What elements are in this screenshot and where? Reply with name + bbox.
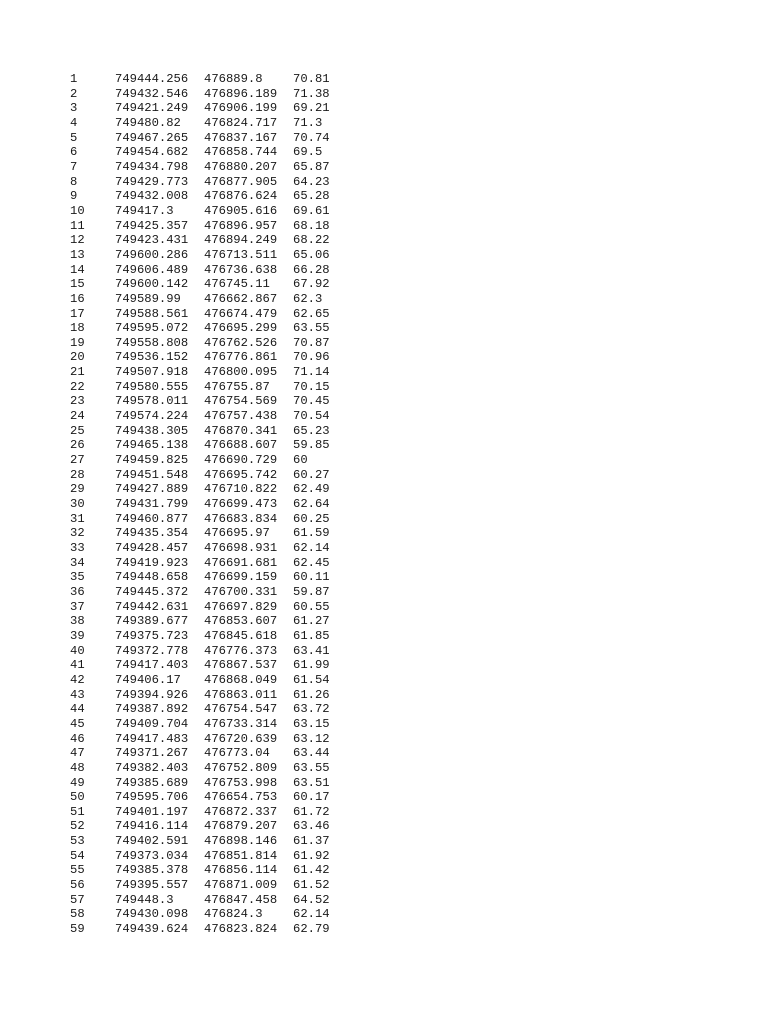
point-id-cell: 6 xyxy=(70,145,78,160)
table-row xyxy=(70,834,353,849)
point-id-cell: 57 xyxy=(70,892,85,907)
y-coordinate-cell: 476674.479 xyxy=(204,306,278,321)
y-coordinate-cell: 476871.009 xyxy=(204,878,278,893)
elevation-cell: 60.55 xyxy=(293,599,330,614)
table-row xyxy=(70,849,353,864)
table-row xyxy=(70,644,353,659)
point-id-cell: 58 xyxy=(70,907,85,922)
point-id-cell: 52 xyxy=(70,819,85,834)
y-coordinate-cell: 476906.199 xyxy=(204,101,278,116)
y-coordinate-cell: 476699.159 xyxy=(204,570,278,585)
table-row xyxy=(70,702,353,717)
point-id-cell: 38 xyxy=(70,614,85,629)
y-coordinate-cell: 476858.744 xyxy=(204,145,278,160)
point-id-cell: 44 xyxy=(70,702,85,717)
elevation-cell: 63.72 xyxy=(293,702,330,717)
point-id-cell: 12 xyxy=(70,233,85,248)
elevation-cell: 63.55 xyxy=(293,321,330,336)
x-coordinate-cell: 749406.17 xyxy=(115,672,181,687)
y-coordinate-cell: 476733.314 xyxy=(204,716,278,731)
table-row xyxy=(70,350,353,365)
coordinate-table-body xyxy=(70,72,353,937)
point-id-cell: 27 xyxy=(70,453,85,468)
y-coordinate-cell: 476699.473 xyxy=(204,497,278,512)
y-coordinate-cell: 476896.189 xyxy=(204,86,278,101)
x-coordinate-cell: 749434.798 xyxy=(115,159,189,174)
x-coordinate-cell: 749606.489 xyxy=(115,262,189,277)
x-coordinate-cell: 749589.99 xyxy=(115,291,181,306)
table-row xyxy=(70,72,353,87)
x-coordinate-cell: 749430.098 xyxy=(115,907,189,922)
elevation-cell: 60.11 xyxy=(293,570,330,585)
elevation-cell: 61.54 xyxy=(293,672,330,687)
y-coordinate-cell: 476853.607 xyxy=(204,614,278,629)
x-coordinate-cell: 749465.138 xyxy=(115,438,189,453)
y-coordinate-cell: 476845.618 xyxy=(204,628,278,643)
elevation-cell: 62.14 xyxy=(293,541,330,555)
table-row xyxy=(70,409,353,424)
table-row xyxy=(70,585,353,600)
table-row xyxy=(70,248,353,263)
point-id-cell: 2 xyxy=(70,86,78,101)
elevation-cell: 65.06 xyxy=(293,247,330,262)
elevation-cell: 68.22 xyxy=(293,233,330,248)
x-coordinate-cell: 749429.773 xyxy=(115,174,189,189)
table-row xyxy=(70,863,353,878)
x-coordinate-cell: 749454.682 xyxy=(115,145,189,160)
point-id-cell: 33 xyxy=(70,541,85,555)
table-row xyxy=(70,87,353,102)
elevation-cell: 60.25 xyxy=(293,511,330,526)
elevation-cell: 62.49 xyxy=(293,482,330,497)
table-row xyxy=(70,673,353,688)
point-id-cell: 3 xyxy=(70,101,78,116)
table-row xyxy=(70,512,353,527)
point-id-cell: 16 xyxy=(70,291,85,306)
y-coordinate-cell: 476736.638 xyxy=(204,262,278,277)
x-coordinate-cell: 749409.704 xyxy=(115,716,189,731)
elevation-cell: 68.18 xyxy=(293,218,330,233)
point-id-cell: 29 xyxy=(70,482,85,497)
table-row xyxy=(70,189,353,204)
elevation-cell: 63.46 xyxy=(293,819,330,834)
x-coordinate-cell: 749402.591 xyxy=(115,834,189,849)
point-id-cell: 1 xyxy=(70,72,78,86)
y-coordinate-cell: 476691.681 xyxy=(204,555,278,570)
elevation-cell: 61.92 xyxy=(293,848,330,863)
y-coordinate-cell: 476757.438 xyxy=(204,409,278,424)
y-coordinate-cell: 476752.809 xyxy=(204,760,278,775)
y-coordinate-cell: 476654.753 xyxy=(204,790,278,805)
table-row xyxy=(70,307,353,322)
point-id-cell: 34 xyxy=(70,555,85,570)
x-coordinate-cell: 749373.034 xyxy=(115,848,189,863)
elevation-cell: 64.23 xyxy=(293,174,330,189)
elevation-cell: 62.3 xyxy=(293,291,323,306)
elevation-cell: 65.87 xyxy=(293,159,330,174)
y-coordinate-cell: 476720.639 xyxy=(204,731,278,746)
elevation-cell: 66.28 xyxy=(293,262,330,277)
x-coordinate-cell: 749442.631 xyxy=(115,599,189,614)
table-row xyxy=(70,746,353,761)
table-row xyxy=(70,263,353,278)
point-id-cell: 28 xyxy=(70,467,85,482)
elevation-cell: 63.41 xyxy=(293,643,330,658)
x-coordinate-cell: 749427.889 xyxy=(115,482,189,497)
y-coordinate-cell: 476773.04 xyxy=(204,746,270,761)
elevation-cell: 64.52 xyxy=(293,892,330,907)
y-coordinate-cell: 476762.526 xyxy=(204,335,278,350)
elevation-cell: 61.99 xyxy=(293,658,330,673)
table-row xyxy=(70,336,353,351)
elevation-cell: 62.45 xyxy=(293,555,330,570)
point-id-cell: 53 xyxy=(70,834,85,849)
y-coordinate-cell: 476695.97 xyxy=(204,526,270,541)
table-row xyxy=(70,204,353,219)
x-coordinate-cell: 749574.224 xyxy=(115,409,189,424)
table-row xyxy=(70,453,353,468)
y-coordinate-cell: 476690.729 xyxy=(204,453,278,468)
table-row xyxy=(70,145,353,160)
elevation-cell: 61.37 xyxy=(293,834,330,849)
y-coordinate-cell: 476662.867 xyxy=(204,291,278,306)
y-coordinate-cell: 476697.829 xyxy=(204,599,278,614)
elevation-cell: 70.96 xyxy=(293,350,330,365)
point-id-cell: 18 xyxy=(70,321,85,336)
y-coordinate-cell: 476776.861 xyxy=(204,350,278,365)
y-coordinate-cell: 476755.87 xyxy=(204,379,270,394)
x-coordinate-cell: 749375.723 xyxy=(115,628,189,643)
point-id-cell: 35 xyxy=(70,570,85,585)
x-coordinate-cell: 749432.008 xyxy=(115,189,189,204)
y-coordinate-cell: 476824.717 xyxy=(204,115,278,130)
elevation-cell: 59.85 xyxy=(293,438,330,453)
y-coordinate-cell: 476856.114 xyxy=(204,863,278,878)
table-row xyxy=(70,131,353,146)
table-row xyxy=(70,790,353,805)
x-coordinate-cell: 749438.305 xyxy=(115,423,189,438)
point-id-cell: 48 xyxy=(70,760,85,775)
table-row xyxy=(70,570,353,585)
point-id-cell: 49 xyxy=(70,775,85,790)
point-id-cell: 39 xyxy=(70,628,85,643)
y-coordinate-cell: 476753.998 xyxy=(204,775,278,790)
table-row xyxy=(70,776,353,791)
point-id-cell: 20 xyxy=(70,350,85,365)
y-coordinate-cell: 476898.146 xyxy=(204,834,278,849)
table-row xyxy=(70,629,353,644)
point-id-cell: 23 xyxy=(70,394,85,409)
y-coordinate-cell: 476713.511 xyxy=(204,247,278,262)
y-coordinate-cell: 476889.8 xyxy=(204,72,263,86)
x-coordinate-cell: 749451.548 xyxy=(115,467,189,482)
elevation-cell: 71.14 xyxy=(293,365,330,380)
x-coordinate-cell: 749580.555 xyxy=(115,379,189,394)
elevation-cell: 71.38 xyxy=(293,86,330,101)
table-row xyxy=(70,907,353,922)
y-coordinate-cell: 476863.011 xyxy=(204,687,278,702)
x-coordinate-cell: 749428.457 xyxy=(115,541,189,555)
table-row xyxy=(70,365,353,380)
table-row xyxy=(70,556,353,571)
y-coordinate-cell: 476868.049 xyxy=(204,672,278,687)
point-id-cell: 8 xyxy=(70,174,78,189)
table-row xyxy=(70,658,353,673)
point-id-cell: 30 xyxy=(70,497,85,512)
x-coordinate-cell: 749448.658 xyxy=(115,570,189,585)
x-coordinate-cell: 749417.3 xyxy=(115,203,174,218)
y-coordinate-cell: 476851.814 xyxy=(204,848,278,863)
y-coordinate-cell: 476896.957 xyxy=(204,218,278,233)
table-row xyxy=(70,424,353,439)
point-id-cell: 40 xyxy=(70,643,85,658)
y-coordinate-cell: 476872.337 xyxy=(204,804,278,819)
elevation-cell: 63.55 xyxy=(293,760,330,775)
point-id-cell: 41 xyxy=(70,658,85,673)
point-id-cell: 7 xyxy=(70,159,78,174)
y-coordinate-cell: 476683.834 xyxy=(204,511,278,526)
point-id-cell: 25 xyxy=(70,423,85,438)
elevation-cell: 70.15 xyxy=(293,379,330,394)
y-coordinate-cell: 476894.249 xyxy=(204,233,278,248)
elevation-cell: 59.87 xyxy=(293,584,330,599)
x-coordinate-cell: 749536.152 xyxy=(115,350,189,365)
y-coordinate-cell: 476879.207 xyxy=(204,819,278,834)
table-row xyxy=(70,805,353,820)
elevation-cell: 70.54 xyxy=(293,409,330,424)
table-row xyxy=(70,526,353,541)
elevation-cell: 69.61 xyxy=(293,203,330,218)
elevation-cell: 62.14 xyxy=(293,907,330,922)
table-row xyxy=(70,893,353,908)
table-row xyxy=(70,717,353,732)
point-id-cell: 10 xyxy=(70,203,85,218)
table-row xyxy=(70,394,353,409)
elevation-cell: 63.12 xyxy=(293,731,330,746)
point-id-cell: 5 xyxy=(70,130,78,145)
x-coordinate-cell: 749385.378 xyxy=(115,863,189,878)
elevation-cell: 62.79 xyxy=(293,922,330,937)
y-coordinate-cell: 476867.537 xyxy=(204,658,278,673)
elevation-cell: 61.42 xyxy=(293,863,330,878)
elevation-cell: 61.52 xyxy=(293,878,330,893)
table-row xyxy=(70,541,353,556)
x-coordinate-cell: 749385.689 xyxy=(115,775,189,790)
x-coordinate-cell: 749448.3 xyxy=(115,892,174,907)
elevation-cell: 61.85 xyxy=(293,628,330,643)
x-coordinate-cell: 749445.372 xyxy=(115,584,189,599)
y-coordinate-cell: 476870.341 xyxy=(204,423,278,438)
elevation-cell: 62.65 xyxy=(293,306,330,321)
elevation-cell: 69.5 xyxy=(293,145,323,160)
x-coordinate-cell: 749588.561 xyxy=(115,306,189,321)
y-coordinate-cell: 476688.607 xyxy=(204,438,278,453)
x-coordinate-cell: 749460.877 xyxy=(115,511,189,526)
elevation-cell: 63.15 xyxy=(293,716,330,731)
x-coordinate-cell: 749600.142 xyxy=(115,277,189,292)
point-id-cell: 24 xyxy=(70,409,85,424)
table-row xyxy=(70,600,353,615)
y-coordinate-cell: 476698.931 xyxy=(204,541,278,555)
y-coordinate-cell: 476776.373 xyxy=(204,643,278,658)
table-row xyxy=(70,219,353,234)
x-coordinate-cell: 749389.677 xyxy=(115,614,189,629)
point-id-cell: 56 xyxy=(70,878,85,893)
elevation-cell: 70.81 xyxy=(293,72,330,86)
point-id-cell: 17 xyxy=(70,306,85,321)
elevation-cell: 60.17 xyxy=(293,790,330,805)
x-coordinate-cell: 749382.403 xyxy=(115,760,189,775)
x-coordinate-cell: 749371.267 xyxy=(115,746,189,761)
point-id-cell: 59 xyxy=(70,922,85,937)
point-id-cell: 13 xyxy=(70,247,85,262)
x-coordinate-cell: 749423.431 xyxy=(115,233,189,248)
y-coordinate-cell: 476837.167 xyxy=(204,130,278,145)
elevation-cell: 63.51 xyxy=(293,775,330,790)
x-coordinate-cell: 749416.114 xyxy=(115,819,189,834)
y-coordinate-cell: 476800.095 xyxy=(204,365,278,380)
x-coordinate-cell: 749480.82 xyxy=(115,115,181,130)
point-id-cell: 55 xyxy=(70,863,85,878)
y-coordinate-cell: 476905.616 xyxy=(204,203,278,218)
table-row xyxy=(70,468,353,483)
x-coordinate-cell: 749595.072 xyxy=(115,321,189,336)
point-id-cell: 22 xyxy=(70,379,85,394)
point-id-cell: 47 xyxy=(70,746,85,761)
x-coordinate-cell: 749431.799 xyxy=(115,497,189,512)
table-row xyxy=(70,497,353,512)
point-id-cell: 14 xyxy=(70,262,85,277)
elevation-cell: 61.26 xyxy=(293,687,330,702)
point-id-cell: 43 xyxy=(70,687,85,702)
table-row xyxy=(70,922,353,937)
table-row xyxy=(70,688,353,703)
table-row xyxy=(70,438,353,453)
y-coordinate-cell: 476824.3 xyxy=(204,907,263,922)
elevation-cell: 62.64 xyxy=(293,497,330,512)
point-id-cell: 31 xyxy=(70,511,85,526)
table-row xyxy=(70,277,353,292)
elevation-cell: 70.87 xyxy=(293,335,330,350)
y-coordinate-cell: 476877.905 xyxy=(204,174,278,189)
x-coordinate-cell: 749421.249 xyxy=(115,101,189,116)
y-coordinate-cell: 476880.207 xyxy=(204,159,278,174)
x-coordinate-cell: 749444.256 xyxy=(115,72,189,86)
table-row xyxy=(70,175,353,190)
point-id-cell: 9 xyxy=(70,189,78,204)
x-coordinate-cell: 749595.706 xyxy=(115,790,189,805)
table-row xyxy=(70,819,353,834)
y-coordinate-cell: 476745.11 xyxy=(204,277,270,292)
point-id-cell: 54 xyxy=(70,848,85,863)
elevation-cell: 61.59 xyxy=(293,526,330,541)
table-row xyxy=(70,614,353,629)
table-row xyxy=(70,116,353,131)
elevation-cell: 63.44 xyxy=(293,746,330,761)
elevation-cell: 61.72 xyxy=(293,804,330,819)
elevation-cell: 67.92 xyxy=(293,277,330,292)
x-coordinate-cell: 749507.918 xyxy=(115,365,189,380)
x-coordinate-cell: 749417.483 xyxy=(115,731,189,746)
point-id-cell: 50 xyxy=(70,790,85,805)
x-coordinate-cell: 749558.808 xyxy=(115,335,189,350)
x-coordinate-cell: 749425.357 xyxy=(115,218,189,233)
x-coordinate-cell: 749578.011 xyxy=(115,394,189,409)
y-coordinate-cell: 476695.299 xyxy=(204,321,278,336)
point-id-cell: 4 xyxy=(70,115,78,130)
elevation-cell: 65.23 xyxy=(293,423,330,438)
table-row xyxy=(70,878,353,893)
elevation-cell: 70.45 xyxy=(293,394,330,409)
x-coordinate-cell: 749395.557 xyxy=(115,878,189,893)
x-coordinate-cell: 749439.624 xyxy=(115,922,189,937)
x-coordinate-cell: 749417.403 xyxy=(115,658,189,673)
y-coordinate-cell: 476754.547 xyxy=(204,702,278,717)
elevation-cell: 71.3 xyxy=(293,115,323,130)
x-coordinate-cell: 749387.892 xyxy=(115,702,189,717)
point-id-cell: 36 xyxy=(70,584,85,599)
elevation-cell: 60 xyxy=(293,453,308,468)
x-coordinate-cell: 749467.265 xyxy=(115,130,189,145)
elevation-cell: 69.21 xyxy=(293,101,330,116)
table-row xyxy=(70,380,353,395)
y-coordinate-cell: 476695.742 xyxy=(204,467,278,482)
point-id-cell: 45 xyxy=(70,716,85,731)
x-coordinate-cell: 749600.286 xyxy=(115,247,189,262)
y-coordinate-cell: 476710.822 xyxy=(204,482,278,497)
table-row xyxy=(70,761,353,776)
x-coordinate-cell: 749372.778 xyxy=(115,643,189,658)
elevation-cell: 70.74 xyxy=(293,130,330,145)
point-id-cell: 15 xyxy=(70,277,85,292)
table-row xyxy=(70,233,353,248)
y-coordinate-cell: 476876.624 xyxy=(204,189,278,204)
point-id-cell: 26 xyxy=(70,438,85,453)
x-coordinate-cell: 749394.926 xyxy=(115,687,189,702)
table-row xyxy=(70,160,353,175)
point-id-cell: 21 xyxy=(70,365,85,380)
point-id-cell: 51 xyxy=(70,804,85,819)
elevation-cell: 60.27 xyxy=(293,467,330,482)
x-coordinate-cell: 749459.825 xyxy=(115,453,189,468)
elevation-cell: 65.28 xyxy=(293,189,330,204)
table-row xyxy=(70,292,353,307)
x-coordinate-cell: 749432.546 xyxy=(115,86,189,101)
point-id-cell: 19 xyxy=(70,335,85,350)
table-row xyxy=(70,101,353,116)
point-id-cell: 42 xyxy=(70,672,85,687)
y-coordinate-cell: 476754.569 xyxy=(204,394,278,409)
x-coordinate-cell: 749435.354 xyxy=(115,526,189,541)
y-coordinate-cell: 476823.824 xyxy=(204,922,278,937)
point-id-cell: 11 xyxy=(70,218,85,233)
elevation-cell: 61.27 xyxy=(293,614,330,629)
y-coordinate-cell: 476700.331 xyxy=(204,584,278,599)
table-row xyxy=(70,732,353,747)
coordinate-table xyxy=(70,72,353,937)
point-id-cell: 32 xyxy=(70,526,85,541)
y-coordinate-cell: 476847.458 xyxy=(204,892,278,907)
table-row xyxy=(70,482,353,497)
point-id-cell: 37 xyxy=(70,599,85,614)
point-id-cell: 46 xyxy=(70,731,85,746)
x-coordinate-cell: 749419.923 xyxy=(115,555,189,570)
x-coordinate-cell: 749401.197 xyxy=(115,804,189,819)
table-row xyxy=(70,321,353,336)
